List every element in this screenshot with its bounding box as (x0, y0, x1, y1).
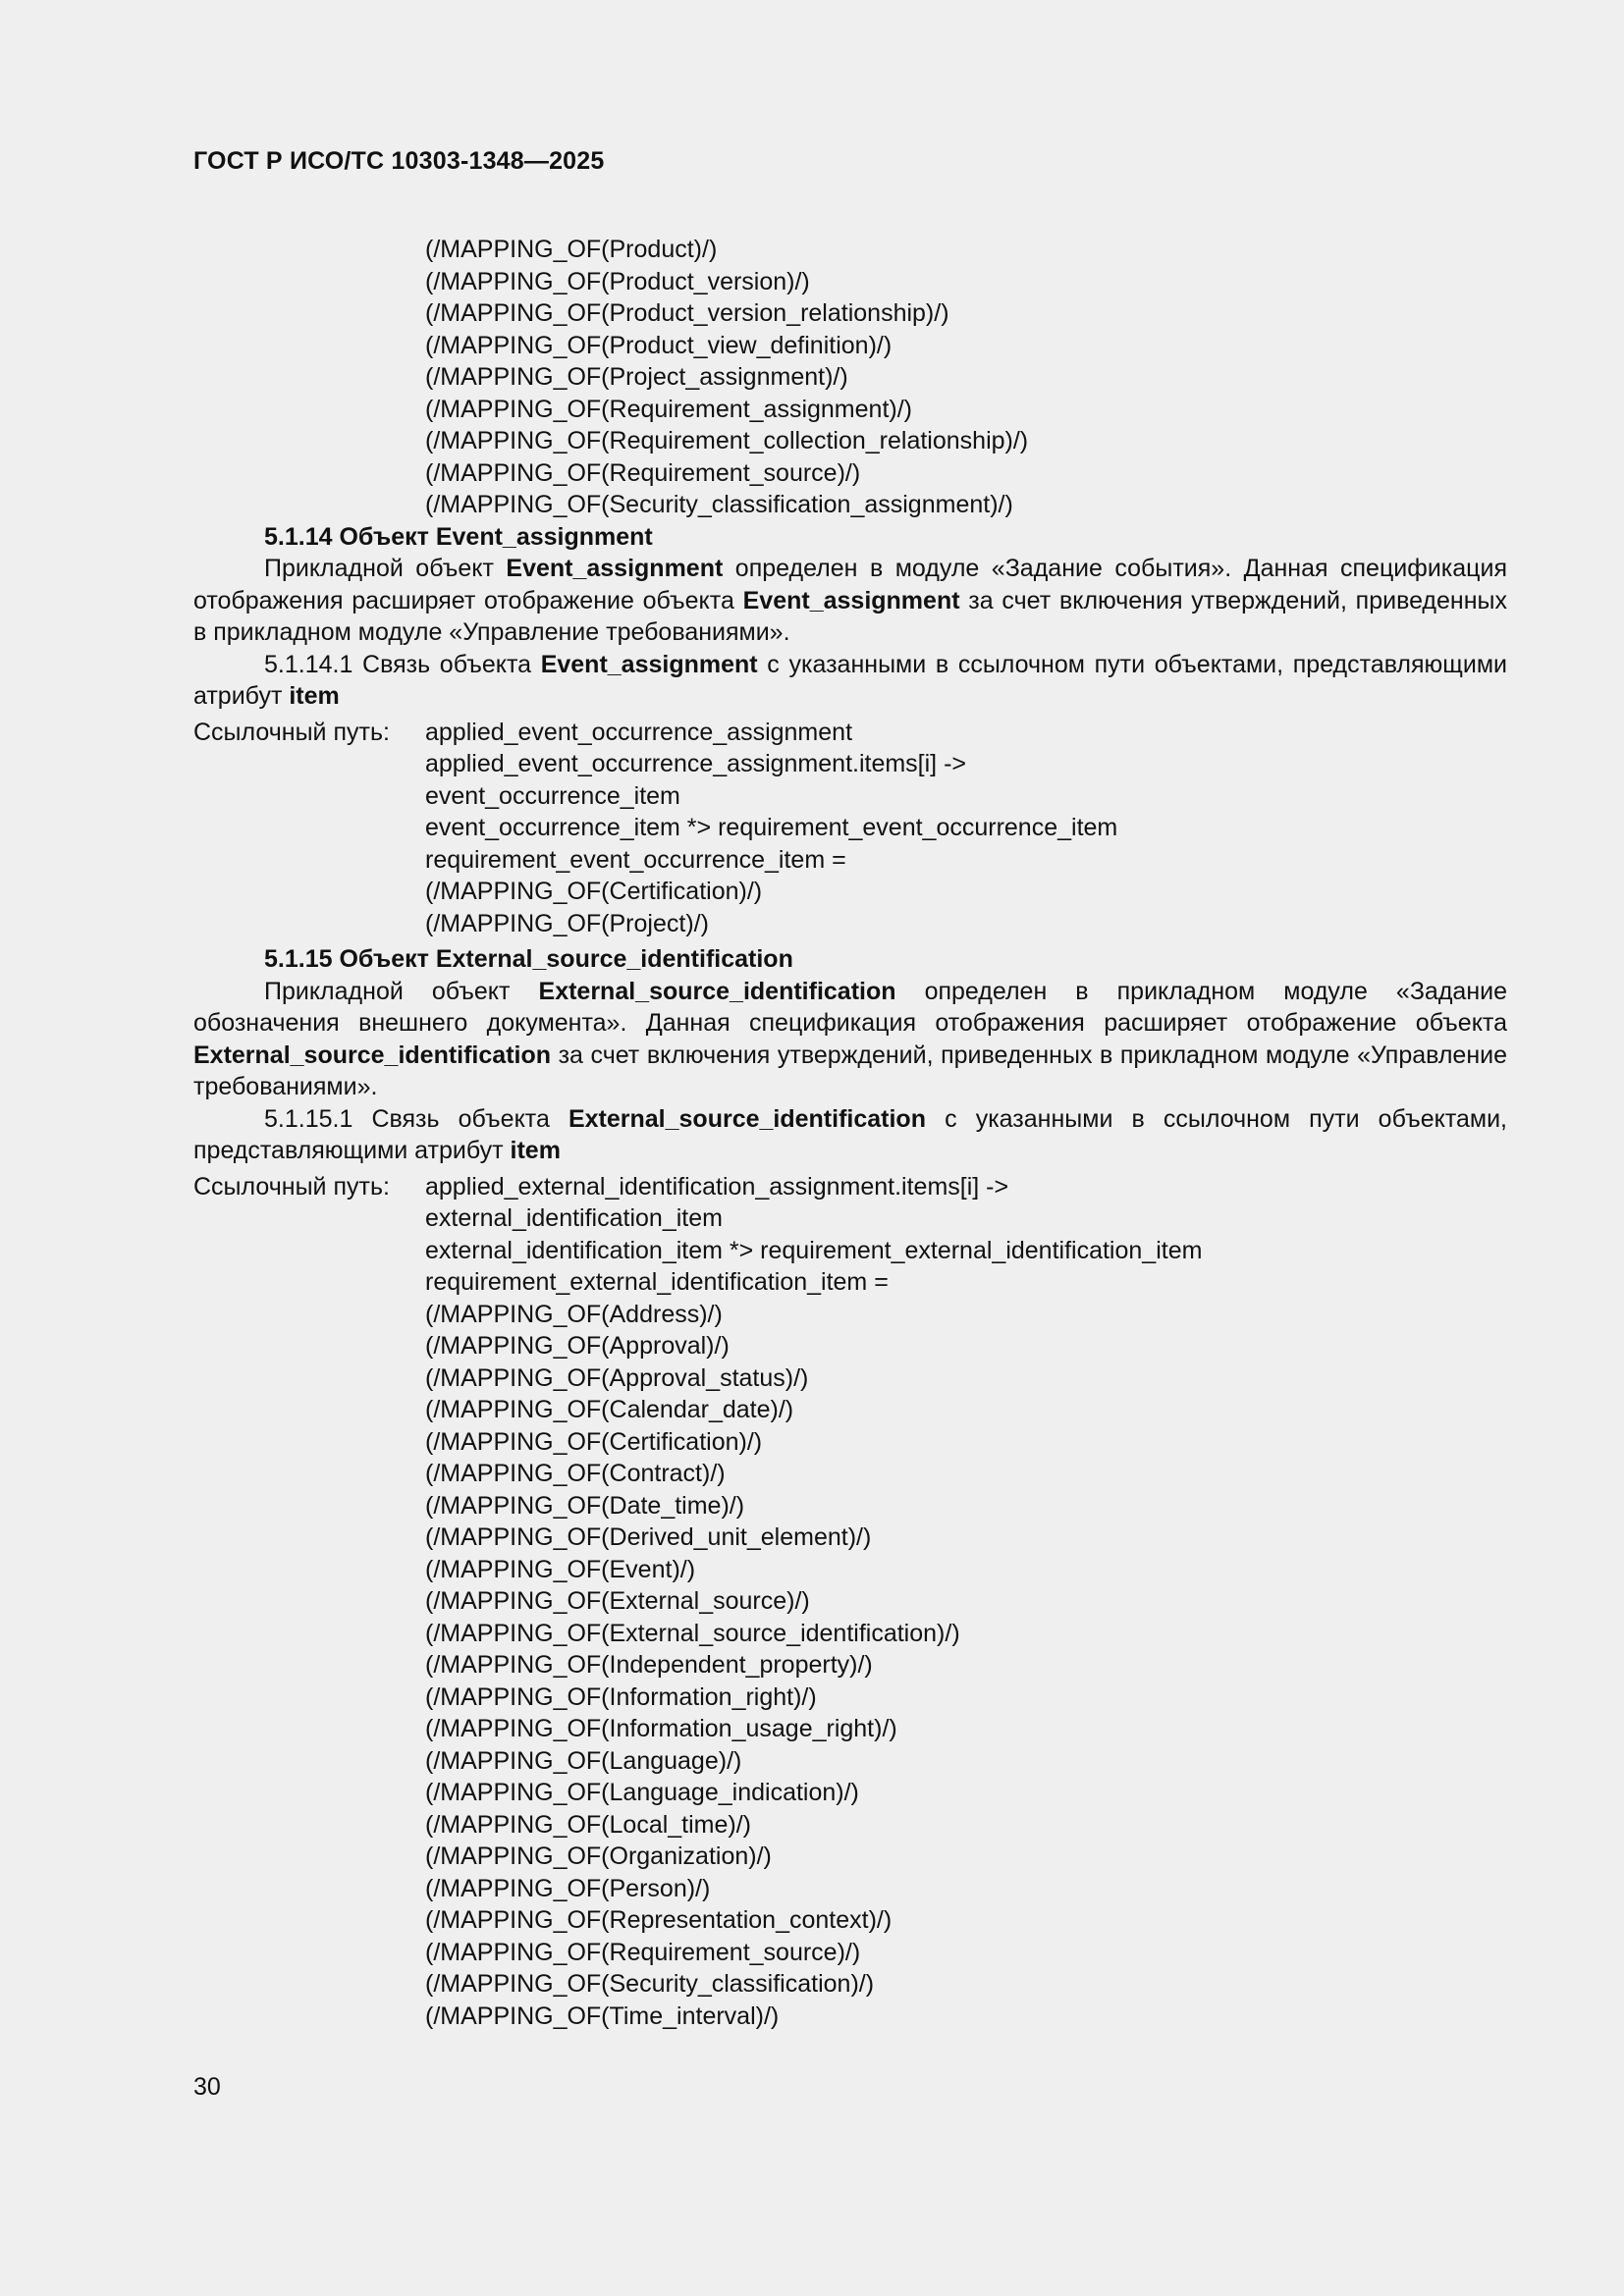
mapping-line: (/MAPPING_OF(Product_version_relationship)/) (425, 299, 949, 327)
mapping-line: (/MAPPING_OF(Security_classification_assignment)/) (425, 491, 1013, 518)
path-line: (/MAPPING_OF(Representation_context)/) (425, 1906, 893, 1934)
path-line: (/MAPPING_OF(Language_indication)/) (425, 1779, 859, 1806)
section-heading: 5.1.15 Объект External_source_identification (264, 945, 793, 973)
text-run: 5.1.15.1 Связь объекта (264, 1104, 568, 1133)
path-line: (/MAPPING_OF(Independent_property)/) (425, 1651, 873, 1679)
path-line: (/MAPPING_OF(Approval_status)/) (425, 1363, 809, 1392)
path-line: (/MAPPING_OF(Certification)/) (425, 878, 763, 905)
bold-term: External_source_identification (568, 1104, 926, 1133)
path-line: (/MAPPING_OF(Event)/) (425, 1555, 696, 1583)
path-line: external_identification_item (425, 1204, 723, 1232)
section-5-1-15 (193, 943, 1507, 2032)
bold-term: External_source_identification (193, 1041, 552, 1069)
bold-term: item (510, 1137, 561, 1164)
path-line: (/MAPPING_OF(Contract)/) (425, 1460, 726, 1487)
reference-path-label: Ссылочный путь: (193, 718, 390, 746)
mapping-line: (/MAPPING_OF(Product)/) (425, 236, 718, 263)
text-run: определен в модуле «Задание события». Данная спецификация отображения расширяет отображение объекта (193, 555, 1507, 614)
path-line: applied_external_identification_assignment.items[i] -> (425, 1172, 1009, 1201)
path-line: (/MAPPING_OF(External_source)/) (425, 1587, 810, 1615)
section-5-1-14 (193, 521, 1507, 940)
path-line: (/MAPPING_OF(Time_interval)/) (425, 2002, 780, 2030)
reference-path-label: Ссылочный путь: (193, 1172, 390, 1201)
bold-term: External_source_identification (538, 977, 896, 1005)
page-header: ГОСТ Р ИСО/ТС 10303-1348—2025 (193, 147, 605, 175)
path-line: (/MAPPING_OF(Security_classification)/) (425, 1970, 875, 1998)
reference-path (193, 1171, 1507, 2033)
mapping-line: (/MAPPING_OF(Product_view_definition)/) (425, 331, 893, 359)
path-line: (/MAPPING_OF(Certification)/) (425, 1427, 763, 1456)
text-run: с указанными в ссылочном пути объектами, представляющими атрибут (193, 1104, 1507, 1164)
paragraph (193, 649, 1507, 713)
paragraph (193, 553, 1507, 649)
path-line: requirement_event_occurrence_item = (425, 845, 846, 874)
path-line: (/MAPPING_OF(Address)/) (425, 1300, 723, 1328)
page-content (193, 234, 1507, 2032)
path-line: (/MAPPING_OF(Organization)/) (425, 1842, 772, 1870)
text-run: Прикладной объект (264, 555, 507, 582)
section-heading: 5.1.14 Объект Event_assignment (264, 522, 653, 551)
mapping-line: (/MAPPING_OF(Requirement_collection_relationship)/) (425, 427, 1029, 454)
mapping-line: (/MAPPING_OF(Project_assignment)/) (425, 363, 848, 391)
paragraph (193, 976, 1507, 1103)
path-line: (/MAPPING_OF(Information_right)/) (425, 1682, 817, 1711)
reference-path-lines (425, 717, 1507, 940)
path-line: event_occurrence_item (425, 781, 680, 810)
text-run: за счет включения утверждений, приведенных в прикладном модуле «Управление требованиями». (193, 586, 1507, 646)
bold-term: Event_assignment (506, 555, 724, 582)
path-line: requirement_external_identification_item = (425, 1268, 889, 1296)
path-line: applied_event_occurrence_assignment (425, 718, 853, 746)
path-line: (/MAPPING_OF(Date_time)/) (425, 1491, 745, 1520)
bold-term: Event_assignment (540, 650, 758, 678)
text-run: за счет включения утверждений, приведенных в прикладном модуле «Управление требованиями». (193, 1041, 1507, 1100)
reference-path-lines (425, 1171, 1507, 2033)
mapping-line: (/MAPPING_OF(Requirement_source)/) (425, 458, 861, 487)
top-mapping-list (193, 234, 1507, 521)
path-line: event_occurrence_item *> requirement_event_occurrence_item (425, 814, 1118, 841)
path-line: applied_event_occurrence_assignment.items[i] -> (425, 750, 967, 777)
reference-path (193, 717, 1507, 940)
text-run: 5.1.14.1 Связь объекта (264, 650, 541, 678)
path-line: (/MAPPING_OF(Derived_unit_element)/) (425, 1523, 872, 1551)
paragraph (193, 1103, 1507, 1167)
bold-term: item (289, 682, 340, 710)
mapping-line: (/MAPPING_OF(Product_version)/) (425, 267, 810, 295)
text-run: Прикладной объект (264, 977, 539, 1005)
path-line: (/MAPPING_OF(Local_time)/) (425, 1810, 752, 1839)
path-line: (/MAPPING_OF(External_source_identification)/) (425, 1619, 960, 1647)
path-line: (/MAPPING_OF(Calendar_date)/) (425, 1396, 794, 1423)
path-line: (/MAPPING_OF(Approval)/) (425, 1332, 730, 1360)
path-line: (/MAPPING_OF(Information_usage_right)/) (425, 1715, 897, 1742)
path-line: (/MAPPING_OF(Language)/) (425, 1746, 742, 1775)
text-run: определен в прикладном модуле «Задание обозначения внешнего документа». Данная спецификация отображения расширяет отображение объекта (193, 977, 1507, 1037)
path-line: (/MAPPING_OF(Requirement_source)/) (425, 1938, 861, 1966)
path-line: external_identification_item *> requirement_external_identification_item (425, 1236, 1203, 1264)
page-number: 30 (193, 2073, 221, 2101)
mapping-line: (/MAPPING_OF(Requirement_assignment)/) (425, 395, 912, 423)
path-line: (/MAPPING_OF(Project)/) (425, 909, 709, 937)
path-line: (/MAPPING_OF(Person)/) (425, 1874, 711, 1902)
bold-term: Event_assignment (742, 586, 960, 614)
text-run: с указанными в ссылочном пути объектами, представляющими атрибут (193, 650, 1507, 710)
